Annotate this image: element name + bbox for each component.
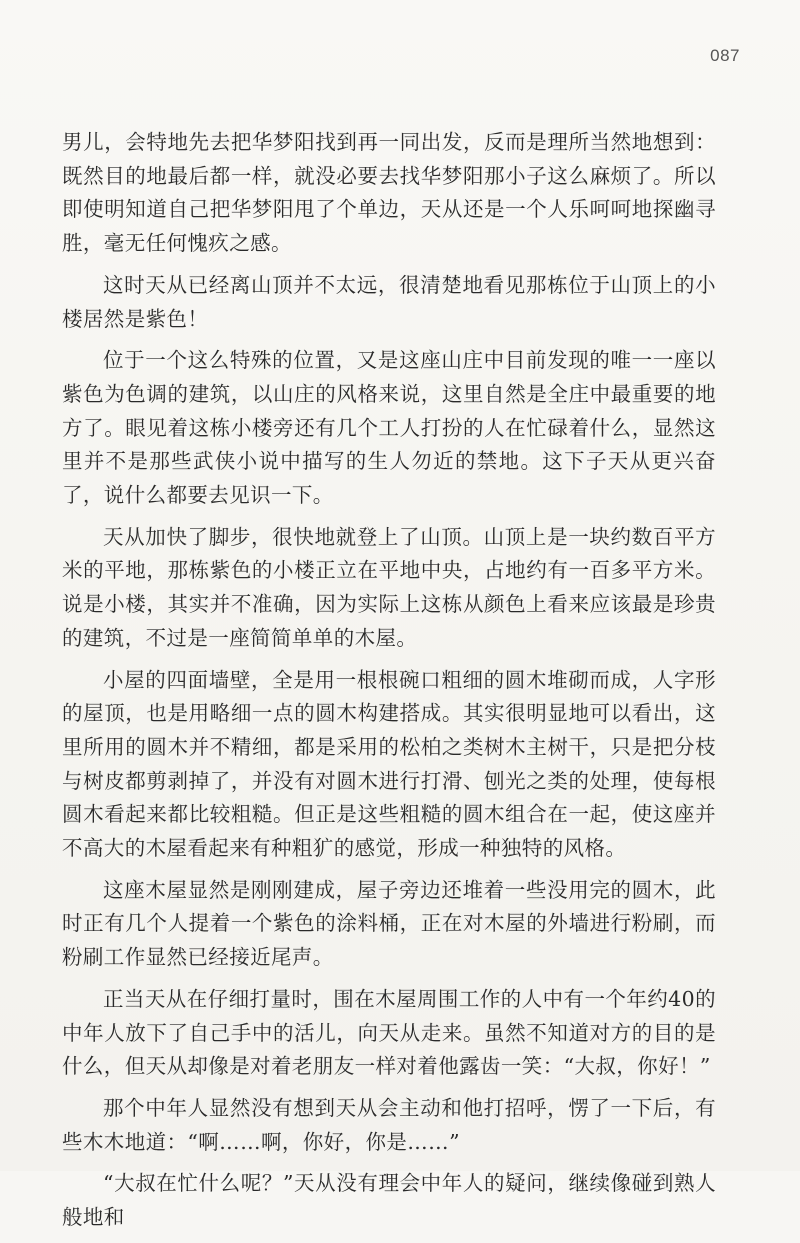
- paragraph-7: 正当天从在仔细打量时，围在木屋周围工作的人中有一个年约40的中年人放下了自己手中的活儿，向天从走来。虽然不知道对方的目的是什么，但天从却像是对着老朋友一样对着他露齿一笑：“大叔，你好！”: [62, 986, 716, 1079]
- paragraph-9: “大叔在忙什么呢？”天从没有理会中年人的疑问，继续像碰到熟人般地和: [62, 1171, 716, 1230]
- page-number: 087: [710, 46, 740, 65]
- body-text: [62, 126, 716, 1243]
- paragraph-6: 这座木屋显然是刚刚建成，屋子旁边还堆着一些没用完的圆木，此时正有几个人提着一个紫色的涂料桶，正在对木屋的外墙进行粉刷，而粉刷工作显然已经接近尾声。: [62, 877, 716, 970]
- paragraph-8: 那个中年人显然没有想到天从会主动和他打招呼，愣了一下后，有些木木地道：“啊……啊，你好，你是……”: [62, 1095, 716, 1154]
- paragraph-2: 这时天从已经离山顶并不太远，很清楚地看见那栋位于山顶上的小楼居然是紫色！: [62, 272, 716, 331]
- paragraph-4: 天从加快了脚步，很快地就登上了山顶。山顶上是一块约数百平方米的平地，那栋紫色的小楼正立在平地中央，占地约有一百多平方米。说是小楼，其实并不准确，因为实际上这栋从颜色上看来应该最是珍贵的建筑，不过是一座简简单单的木屋。: [62, 524, 716, 650]
- paragraph-1: 男儿，会特地先去把华梦阳找到再一同出发，反而是理所当然地想到：既然目的地最后都一样，就没必要去找华梦阳那小子这么麻烦了。所以即使明知道自己把华梦阳甩了个单边，天从还是一个人乐呵呵地探幽寻胜，毫无任何愧疚之感。: [62, 130, 716, 256]
- paragraph-3: 位于一个这么特殊的位置，又是这座山庄中目前发现的唯一一座以紫色为色调的建筑，以山庄的风格来说，这里自然是全庄中最重要的地方了。眼见着这栋小楼旁还有几个工人打扮的人在忙碌着什么，显然这里并不是那些武侠小说中描写的生人勿近的禁地。这下子天从更兴奋了，说什么都要去见识一下。: [62, 348, 716, 508]
- paragraph-5: 小屋的四面墙壁，全是用一根根碗口粗细的圆木堆砌而成，人字形的屋顶，也是用略细一点的圆木构建搭成。其实很明显地可以看出，这里所用的圆木并不精细，都是采用的松柏之类树木主树干，只是把分枝与树皮都剪剥掉了，并没有对圆木进行打滑、刨光之类的处理，使每根圆木看起来都比较粗糙。但正是这些粗糙的圆木组合在一起，使这座并不高大的木屋看起来有种粗犷的感觉，形成一种独特的风格。: [62, 667, 716, 861]
